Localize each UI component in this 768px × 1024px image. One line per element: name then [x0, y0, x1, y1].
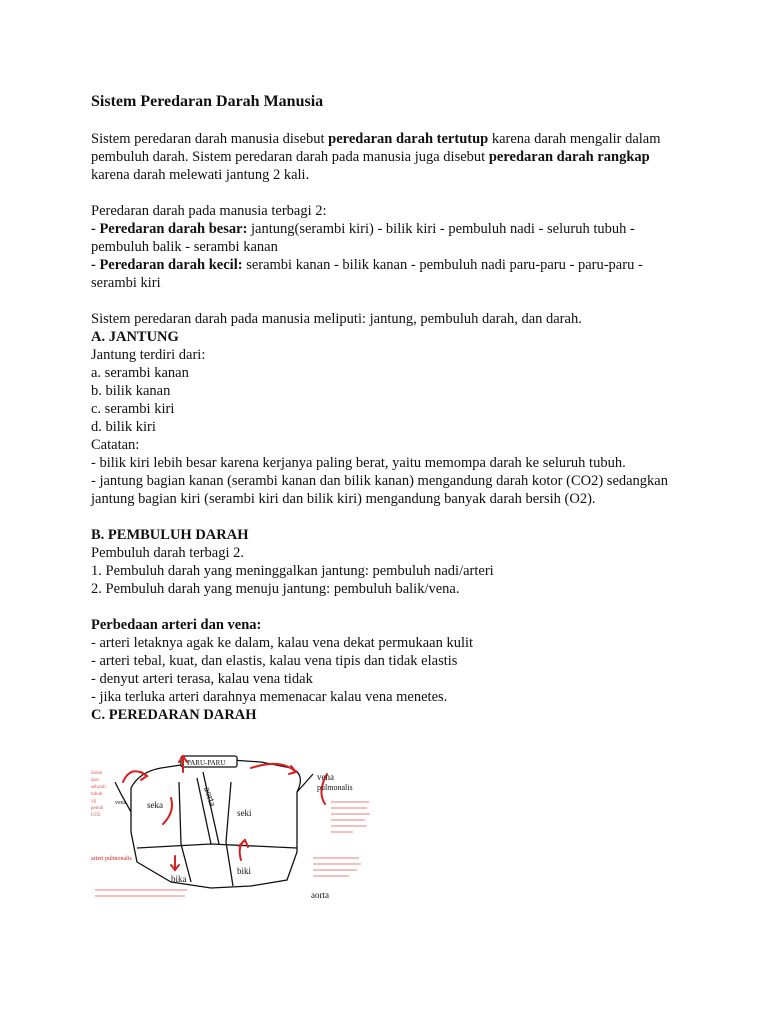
- note-right-top: [331, 802, 370, 832]
- division-besar-label: - Peredaran darah besar:: [91, 221, 248, 237]
- label-biki: biki: [237, 866, 252, 876]
- label-aorta: aorta: [311, 890, 329, 900]
- perbedaan-heading: Perbedaan arteri dan vena:: [91, 617, 262, 633]
- division-besar-text: jantung(serambi kiri) - bilik kiri - pembuluh nadi - seluruh tubuh - pembuluh balik - serambi kanan: [91, 221, 635, 255]
- svg-text:CO2: CO2: [91, 813, 101, 818]
- perbedaan-item: - denyut arteri terasa, kalau vena tidak: [91, 671, 313, 687]
- section-a-item: a. serambi kanan: [91, 365, 189, 381]
- perbedaan-item: - arteri tebal, kuat, dan elastis, kalau vena tipis dan tidak elastis: [91, 653, 458, 669]
- intro-text-2: karena darah mengalir dalam pembuluh darah. Sistem peredaran darah pada manusia juga disebut: [91, 131, 661, 165]
- heart-outline: [131, 760, 300, 888]
- division-kecil: [91, 256, 681, 292]
- intro-text-1: Sistem peredaran darah manusia disebut: [91, 131, 329, 147]
- section-b-item: 1. Pembuluh darah yang meninggalkan jantung: pembuluh nadi/arteri: [91, 563, 494, 579]
- label-vena-cava: vena: [115, 800, 127, 806]
- svg-text:dari: dari: [91, 778, 99, 783]
- intro-bold-1: peredaran darah tertutup: [328, 131, 489, 147]
- division-kecil-label: - Peredaran darah kecil:: [91, 257, 243, 273]
- perbedaan-item: - jika terluka arteri darahnya memenacar kalau vena menetes.: [91, 689, 448, 705]
- document-page: [91, 92, 681, 724]
- note-left: [91, 771, 106, 818]
- system-line: Sistem peredaran darah pada manusia meliputi: jantung, pembuluh darah, dan darah.: [91, 311, 582, 327]
- label-vena: vena: [317, 772, 334, 782]
- heart-circulation-diagram: [91, 752, 381, 910]
- section-a-item: c. serambi kiri: [91, 401, 175, 417]
- label-pulmonalis: pulmonalis: [317, 783, 353, 792]
- svg-text:penuh: penuh: [91, 806, 104, 811]
- svg-text:tubuh: tubuh: [91, 792, 103, 797]
- intro-paragraph: [91, 130, 681, 184]
- label-seka: seka: [147, 800, 163, 810]
- division-heading: Peredaran darah pada manusia terbagi 2:: [91, 203, 327, 219]
- label-seki: seki: [237, 808, 252, 818]
- section-a-intro: Jantung terdiri dari:: [91, 347, 206, 363]
- svg-text:seluruh: seluruh: [91, 785, 106, 790]
- septum-left: [179, 782, 191, 882]
- section-a-heading: A. JANTUNG: [91, 329, 179, 345]
- perbedaan-item: - arteri letaknya agak ke dalam, kalau vena dekat permukaan kulit: [91, 635, 474, 651]
- document-title: Sistem Peredaran Darah Manusia: [91, 93, 324, 110]
- note-bottom-left: [95, 890, 187, 896]
- section-c-heading: C. PEREDARAN DARAH: [91, 707, 257, 723]
- section-b-item: 2. Pembuluh darah yang menuju jantung: pembuluh balik/vena.: [91, 581, 460, 597]
- division-kecil-text: serambi kanan - bilik kanan - pembuluh nadi paru-paru - paru-paru - serambi kiri: [91, 257, 643, 291]
- section-b-heading: B. PEMBULUH DARAH: [91, 527, 249, 543]
- note-right-bottom: [313, 858, 361, 876]
- section-a-item: b. bilik kanan: [91, 383, 171, 399]
- section-a-item: d. bilik kiri: [91, 419, 156, 435]
- section-a-note: - bilik kiri lebih besar karena kerjanya paling berat, yaitu memompa darah ke seluruh tubuh.: [91, 455, 626, 471]
- label-paru-paru: PARU-PARU: [187, 759, 226, 767]
- division-besar: [91, 220, 681, 256]
- intro-text-3: karena darah melewati jantung 2 kali.: [91, 167, 310, 183]
- svg-text:darah: darah: [91, 771, 103, 776]
- septum-horizontal: [137, 844, 297, 848]
- section-a-note-label: Catatan:: [91, 437, 140, 453]
- label-aorta-vertical: aorta: [201, 785, 218, 808]
- section-b-intro: Pembuluh darah terbagi 2.: [91, 545, 245, 561]
- label-bika: bika: [171, 874, 187, 884]
- section-a-note: - jantung bagian kanan (serambi kanan dan bilik kanan) mengandung darah kotor (CO2) sedangkan jantung bagian kiri (serambi kiri dan bilik kiri) mengandung banyak darah bersih (O2).: [91, 473, 668, 507]
- label-arteri-pulmonalis: arteri pulmonalis: [91, 856, 132, 862]
- intro-bold-2: peredaran darah rangkap: [488, 149, 650, 165]
- svg-text:yg: yg: [91, 799, 96, 804]
